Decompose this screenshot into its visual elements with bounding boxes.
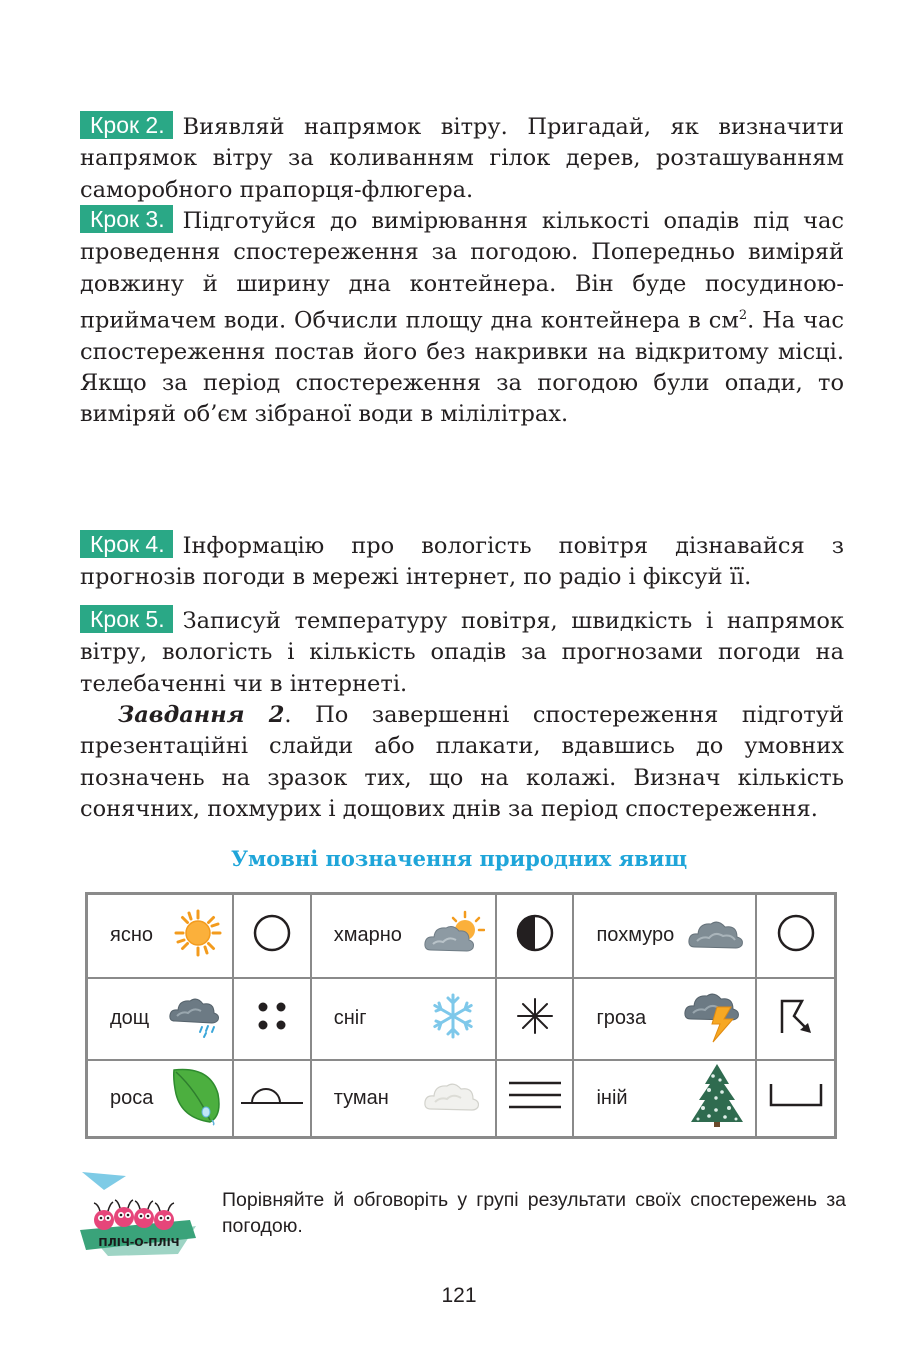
four-dots-symbol bbox=[252, 996, 292, 1036]
dew-symbol bbox=[239, 1081, 305, 1109]
legend-row bbox=[87, 978, 836, 1060]
legend-symbol-snow bbox=[496, 978, 573, 1060]
frosted-tree-icon bbox=[689, 1062, 745, 1134]
task-2-label: Завдання 2 bbox=[118, 702, 285, 728]
sun-behind-cloud-icon bbox=[423, 910, 485, 962]
step-2-text: Виявляй напрямок вітру. Пригадай, як визначити напрямок вітру за коливанням гілок дерев, розташуванням саморобного прапорця-флюгера. bbox=[80, 114, 844, 203]
legend-label-overcast: похмуро bbox=[596, 924, 675, 947]
group-discussion-text: Порівняйте й обговоріть у групі результати своїх спостережень за погодою. bbox=[222, 1189, 846, 1237]
circle-symbol bbox=[776, 913, 816, 953]
task-2-text: . По завершенні спостереження підготуй презентаційні слайди або плакати, вдавшись до умовних позначень на зразок тих, що на колажі. Визнач кількість сонячних, похмурих і дощових днів за період спостереження. bbox=[80, 702, 844, 822]
asterisk-symbol bbox=[515, 996, 555, 1036]
legend-cell-dew bbox=[87, 1060, 234, 1138]
legend-label-frost: іній bbox=[596, 1086, 628, 1109]
legend-symbol-dew bbox=[233, 1060, 311, 1138]
legend-cell-fog bbox=[311, 1060, 496, 1138]
legend-title: Умовні позначення природних явищ bbox=[230, 846, 688, 871]
step-5-badge: Крок 5. bbox=[80, 605, 173, 633]
legend-cell-thunderstorm bbox=[573, 978, 756, 1060]
legend-row bbox=[87, 894, 836, 978]
legend-symbol-frost bbox=[756, 1060, 835, 1138]
cloud-icon bbox=[687, 913, 745, 959]
legend-symbol-cloudy bbox=[496, 894, 573, 978]
rain-cloud-icon bbox=[168, 993, 222, 1045]
sun-icon bbox=[174, 909, 222, 963]
legend-cell-frost bbox=[573, 1060, 756, 1138]
legend-cell-overcast bbox=[573, 894, 756, 978]
legend-cell-clear bbox=[87, 894, 234, 978]
step-2-badge: Крок 2. bbox=[80, 111, 173, 139]
legend-cell-snow bbox=[311, 978, 496, 1060]
step-5-text: Записуй температуру повітря, швидкість і напрямок вітру, вологість і кількість опадів за прогнозами погоди на телебаченні чи в інтернеті. bbox=[80, 608, 844, 697]
step-3-text-b: . На час спостереження постав його без накривки на відкритому місці. Якщо за період спостереження за погодою були опади, то виміряй об’єм зібраної води в мілілітрах. bbox=[80, 307, 844, 428]
legend-table bbox=[85, 892, 837, 1139]
legend-label-thunderstorm: гроза bbox=[596, 1007, 647, 1029]
legend-label-dew: роса bbox=[110, 1086, 154, 1109]
half-circle-symbol bbox=[515, 913, 555, 953]
legend-cell-cloudy bbox=[311, 894, 496, 978]
bracket-symbol bbox=[768, 1081, 824, 1109]
legend-symbol-thunderstorm bbox=[756, 978, 835, 1060]
step-3-sup: 2 bbox=[738, 307, 748, 323]
step-3-text-a: Підготуйся до вимірювання кількості опадів під час проведення спостереження за погодою. Попередньо виміряй довжину й ширину дна контейнера. Він буде посудиною-приймачем води. Обчисли площу дна контейнера в см bbox=[80, 208, 844, 334]
legend-label-rain: дощ bbox=[110, 1007, 150, 1029]
legend-symbol-fog bbox=[496, 1060, 573, 1138]
step-2-paragraph bbox=[80, 111, 844, 206]
step-4-paragraph bbox=[80, 530, 844, 594]
legend-symbol-rain bbox=[233, 978, 311, 1060]
legend-symbol-overcast bbox=[756, 894, 835, 978]
three-lines-symbol bbox=[507, 1078, 563, 1112]
legend-cell-rain bbox=[87, 978, 234, 1060]
circle-symbol bbox=[252, 913, 292, 953]
legend-label-fog: туман bbox=[333, 1086, 389, 1109]
legend-symbol-clear bbox=[233, 894, 311, 978]
legend-label-cloudy: хмарно bbox=[333, 924, 402, 947]
step-3-paragraph bbox=[80, 205, 844, 431]
legend-label-snow: сніг bbox=[333, 1007, 367, 1029]
legend-label-clear: ясно bbox=[110, 924, 153, 947]
legend-row bbox=[87, 1060, 836, 1138]
step-4-text: Інформацію про вологість повітря дізнавайся з прогнозів погоди в мережі інтернет, по радіо і фіксуй її. bbox=[80, 533, 844, 591]
thunderstorm-icon bbox=[683, 989, 745, 1049]
lightning-arrow-symbol bbox=[776, 996, 816, 1036]
snowflake-icon bbox=[429, 992, 477, 1046]
step-4-badge: Крок 4. bbox=[80, 530, 173, 558]
step-3-badge: Крок 3. bbox=[80, 205, 173, 233]
fog-cloud-icon bbox=[423, 1075, 485, 1121]
step-5-paragraph bbox=[80, 605, 844, 700]
page-number: 121 bbox=[441, 1284, 477, 1307]
task-2-paragraph bbox=[80, 700, 844, 825]
leaf-drop-icon bbox=[170, 1064, 222, 1132]
logo-text: ПЛІЧ-О-ПЛІЧ bbox=[98, 1236, 180, 1249]
